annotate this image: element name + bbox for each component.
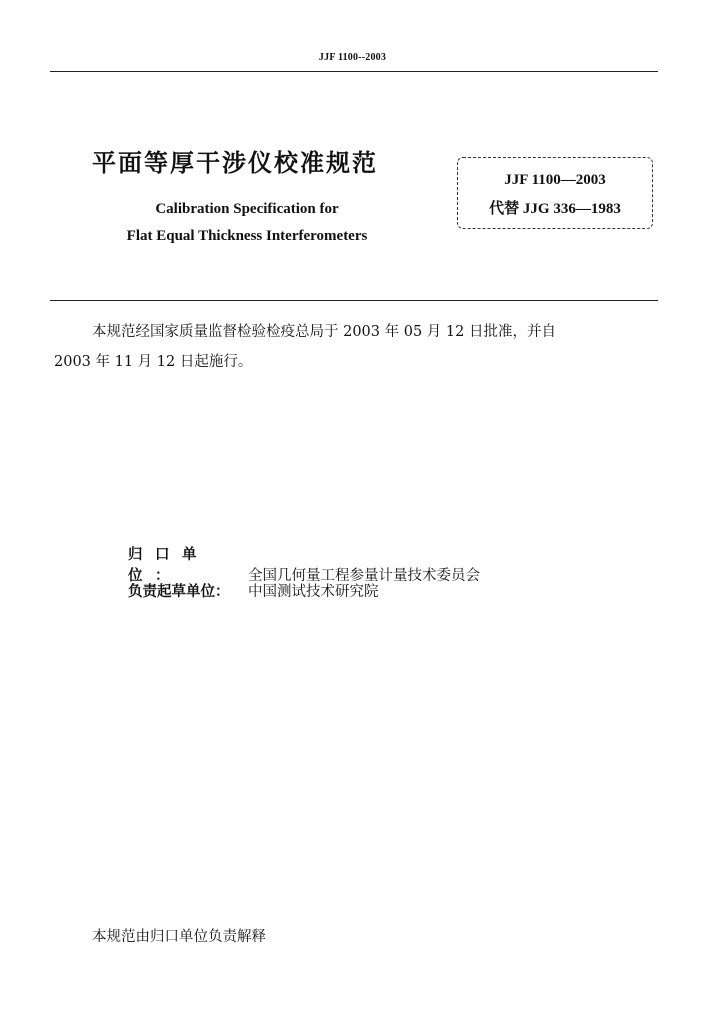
- drafting-unit-row: [128, 580, 379, 601]
- approval-line-2: 2003 年 11 月 12 日起施行。: [54, 354, 253, 370]
- drafting-unit-label: 负责起草单位：: [128, 584, 230, 600]
- title-english-line1: Calibration Specification for: [155, 201, 339, 217]
- header-rule: [50, 71, 658, 72]
- code-box-number: JJF 1100—2003: [504, 172, 606, 188]
- separator-rule: [50, 300, 658, 301]
- interpretation-note: 本规范由归口单位负责解释: [92, 929, 266, 945]
- title-chinese: 平面等厚干涉仪校准规范: [92, 149, 378, 177]
- responsible-unit-value: 全国几何量工程参量计量技术委员会: [248, 568, 480, 584]
- approval-line-1: 本规范经国家质量监督检验检疫总局于 2003 年 05 月 12 日批准，并自: [92, 324, 556, 340]
- responsible-unit-label: 归口单位：: [128, 547, 209, 584]
- drafting-unit-value: 中国测试技术研究院: [248, 584, 379, 600]
- responsible-unit-row: [128, 543, 480, 585]
- code-box: [457, 157, 653, 229]
- code-box-replaces: 代替 JJG 336—1983: [489, 201, 621, 217]
- document-code-header: JJF 1100--2003: [318, 52, 387, 63]
- title-english-line2: Flat Equal Thickness Interferometers: [126, 228, 368, 244]
